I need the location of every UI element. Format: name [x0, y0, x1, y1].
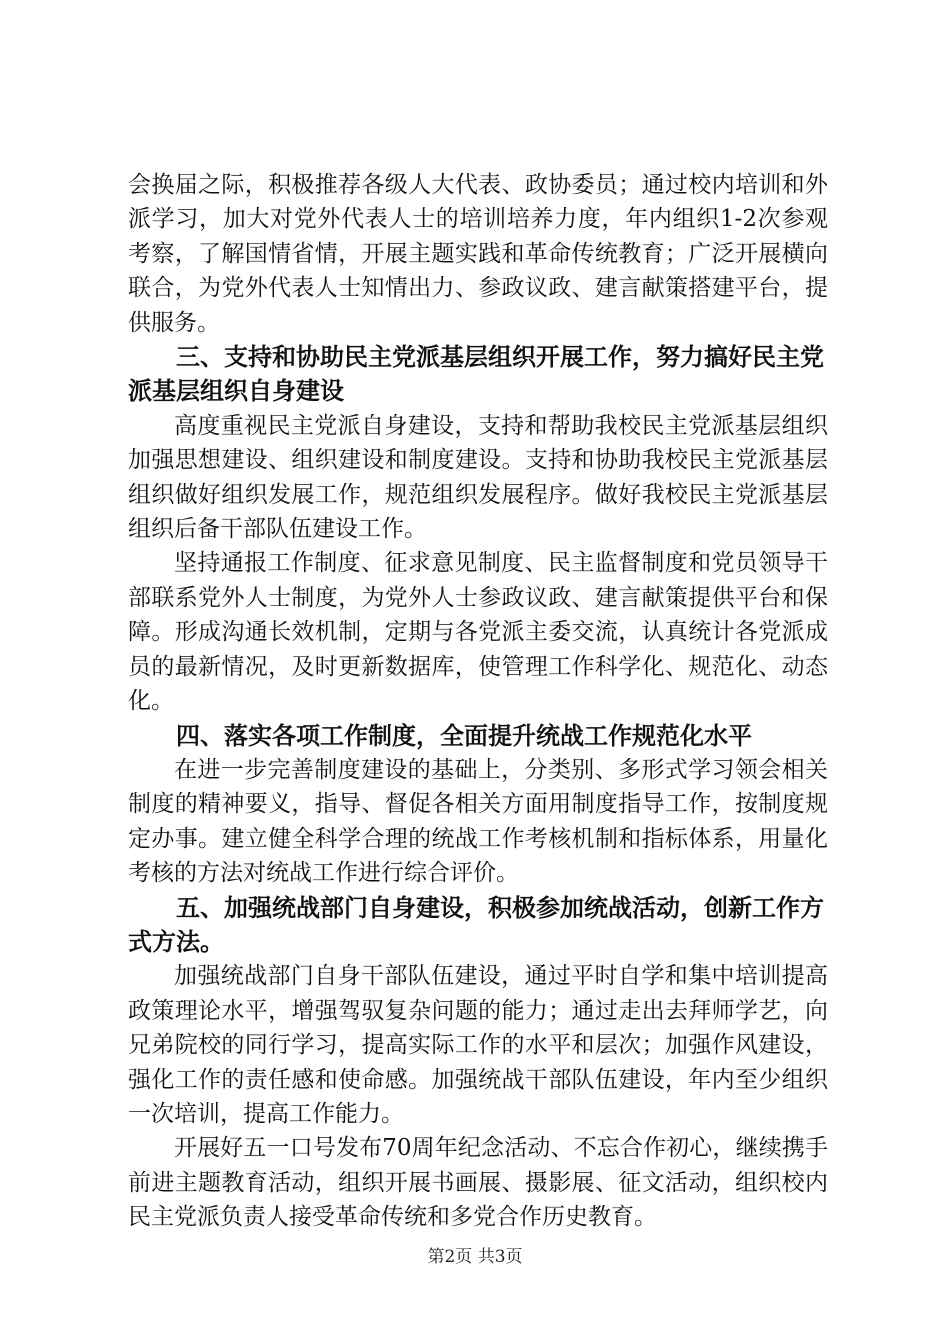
section-heading: 五、加强统战部门自身建设，积极参加统战活动，创新工作方式方法。 — [128, 893, 824, 956]
paragraph: 高度重视民主党派自身建设，支持和帮助我校民主党派基层组织加强思想建设、组织建设和制度建设。支持和协助我校民主党派基层组织做好组织发展工作，规范组织发展程序。做好我校民主党派基层组织后备干部队伍建设工作。 — [128, 412, 828, 543]
paragraph: 加强统战部门自身干部队伍建设，通过平时自学和集中培训提高政策理论水平，增强驾驭复杂问题的能力；通过走出去拜师学艺，向兄弟院校的同行学习，提高实际工作的水平和层次；加强作风建设，强化工作的责任感和使命感。加强统战干部队伍建设，年内至少组织一次培训，提高工作能力。 — [128, 963, 828, 1127]
paragraph: 会换届之际，积极推荐各级人大代表、政协委员；通过校内培训和外派学习，加大对党外代表人士的培训培养力度，年内组织1-2次参观考察，了解国情省情，开展主题实践和革命传统教育；广泛开展横向联合，为党外代表人士知情出力、参政议政、建言献策搭建平台，提供服务。 — [128, 172, 828, 336]
section-heading: 四、落实各项工作制度，全面提升统战工作规范化水平 — [176, 721, 752, 750]
paragraph: 开展好五一口号发布70周年纪念活动、不忘合作初心，继续携手前进主题教育活动，组织开展书画展、摄影展、征文活动，组织校内民主党派负责人接受革命传统和多党合作历史教育。 — [128, 1135, 828, 1231]
paragraph: 在进一步完善制度建设的基础上，分类别、多形式学习领会相关制度的精神要义，指导、督促各相关方面用制度指导工作，按制度规定办事。建立健全科学合理的统战工作考核机制和指标体系，用量化考核的方法对统战工作进行综合评价。 — [128, 756, 828, 887]
document-body — [128, 168, 828, 1235]
paragraph: 坚持通报工作制度、征求意见制度、民主监督制度和党员领导干部联系党外人士制度，为党外人士参政议政、建言献策提供平台和保障。形成沟通长效机制，定期与各党派主委交流，认真统计各党派成员的最新情况，及时更新数据库，使管理工作科学化、规范化、动态化。 — [128, 550, 828, 715]
section-heading: 三、支持和协助民主党派基层组织开展工作，努力搞好民主党派基层组织自身建设 — [128, 343, 824, 406]
page-number-footer: 第2页 共3页 — [427, 1247, 523, 1267]
